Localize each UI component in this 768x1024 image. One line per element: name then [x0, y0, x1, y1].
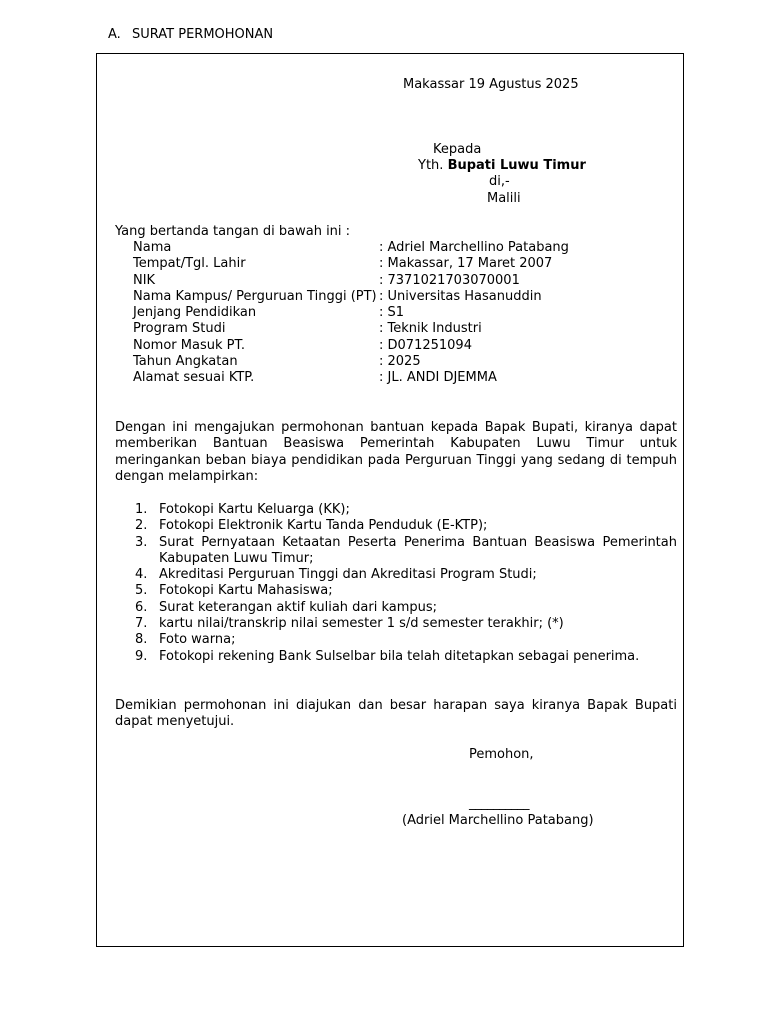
list-text: Surat Pernyataan Ketaatan Peserta Penerima Bantuan Beasiswa Pemerintah Kabupaten Luwu Timur;: [159, 534, 677, 566]
field-row: [133, 240, 653, 256]
field-value: : S1: [379, 305, 653, 321]
signature-name: (Adriel Marchellino Patabang): [402, 813, 594, 828]
section-number: A.: [108, 27, 121, 42]
field-row: [133, 273, 653, 289]
field-value: : Universitas Hasanuddin: [379, 289, 653, 305]
list-text: Fotokopi Elektronik Kartu Tanda Penduduk (E-KTP);: [159, 518, 488, 534]
recipient-kepada: Kepada: [433, 142, 482, 157]
list-text: Foto warna;: [159, 632, 236, 648]
list-text: Surat keterangan aktif kuliah dari kampus;: [159, 599, 438, 615]
field-value: : Makassar, 17 Maret 2007: [379, 256, 653, 272]
intro-text: Yang bertanda tangan di bawah ini :: [115, 224, 351, 239]
field-row: [133, 338, 653, 354]
field-row: [133, 354, 653, 370]
field-label: Jenjang Pendidikan: [133, 305, 257, 321]
field-value: : 2025: [379, 354, 653, 370]
list-number: 5.: [135, 583, 148, 599]
list-item: [135, 649, 677, 665]
signature-line: __________: [469, 796, 529, 811]
list-item: [135, 632, 677, 648]
field-label: Tempat/Tgl. Lahir: [133, 256, 246, 272]
list-number: 9.: [135, 648, 148, 664]
list-item: [135, 567, 677, 583]
closing-paragraph: Demikian permohonan ini diajukan dan besar harapan saya kiranya Bapak Bupati dapat menyetujui.: [115, 698, 677, 730]
field-value: : Teknik Industri: [379, 321, 653, 337]
field-label: Alamat sesuai KTP.: [133, 370, 255, 386]
field-row: [133, 305, 653, 321]
recipient-prefix: Yth.: [418, 158, 444, 173]
list-number: 8.: [135, 632, 148, 648]
attachment-list: [135, 502, 677, 665]
field-label: NIK: [133, 272, 156, 288]
list-number: 2.: [135, 518, 148, 534]
applicant-fields: [133, 240, 653, 387]
field-value: : 7371021703070001: [379, 273, 653, 289]
list-text: Fotokopi rekening Bank Sulselbar bila telah ditetapkan sebagai penerima.: [159, 648, 640, 664]
list-item: [135, 535, 677, 568]
list-item: [135, 616, 677, 632]
list-item: [135, 518, 677, 534]
signature-label: Pemohon,: [469, 747, 534, 762]
field-value: : JL. ANDI DJEMMA: [379, 370, 653, 386]
body-paragraph: Dengan ini mengajukan permohonan bantuan kepada Bapak Bupati, kiranya dapat memberikan Bantuan Beasiswa Pemerintah Kabupaten Luwu Timur untuk meringankan beban biaya pendidikan pada Perguruan Tinggi yang sedang di tempuh dengan melampirkan:: [115, 420, 677, 484]
list-text: Fotokopi Kartu Mahasiswa;: [159, 583, 333, 599]
section-heading: [108, 27, 273, 42]
list-number: 3.: [135, 534, 148, 550]
place-date: Makassar 19 Agustus 2025: [403, 77, 579, 92]
recipient-name: Bupati Luwu Timur: [447, 158, 586, 173]
list-item: [135, 583, 677, 599]
field-label: Nama: [133, 240, 172, 255]
field-label: Tahun Angkatan: [133, 354, 238, 370]
list-text: Akreditasi Perguruan Tinggi dan Akreditasi Program Studi;: [159, 567, 537, 583]
recipient-line: [418, 158, 586, 173]
field-row: [133, 256, 653, 272]
field-label: Program Studi: [133, 321, 226, 337]
recipient-di: di,-: [489, 174, 510, 189]
field-value: : Adriel Marchellino Patabang: [379, 240, 653, 256]
list-item: [135, 502, 677, 518]
field-value: : D071251094: [379, 338, 653, 354]
section-title: SURAT PERMOHONAN: [132, 27, 274, 42]
field-row: [133, 370, 653, 386]
list-text: Fotokopi Kartu Keluarga (KK);: [159, 502, 350, 517]
letter-frame: [96, 53, 684, 947]
list-number: 7.: [135, 616, 148, 632]
recipient-city: Malili: [487, 191, 521, 206]
field-label: Nomor Masuk PT.: [133, 337, 245, 353]
field-row: [133, 321, 653, 337]
list-item: [135, 600, 677, 616]
list-number: 4.: [135, 567, 148, 583]
field-label: Nama Kampus/ Perguruan Tinggi (PT): [133, 288, 377, 304]
list-text: kartu nilai/transkrip nilai semester 1 s/d semester terakhir; (*): [159, 616, 564, 632]
list-number: 1.: [135, 502, 148, 517]
list-number: 6.: [135, 599, 148, 615]
field-row: [133, 289, 653, 305]
